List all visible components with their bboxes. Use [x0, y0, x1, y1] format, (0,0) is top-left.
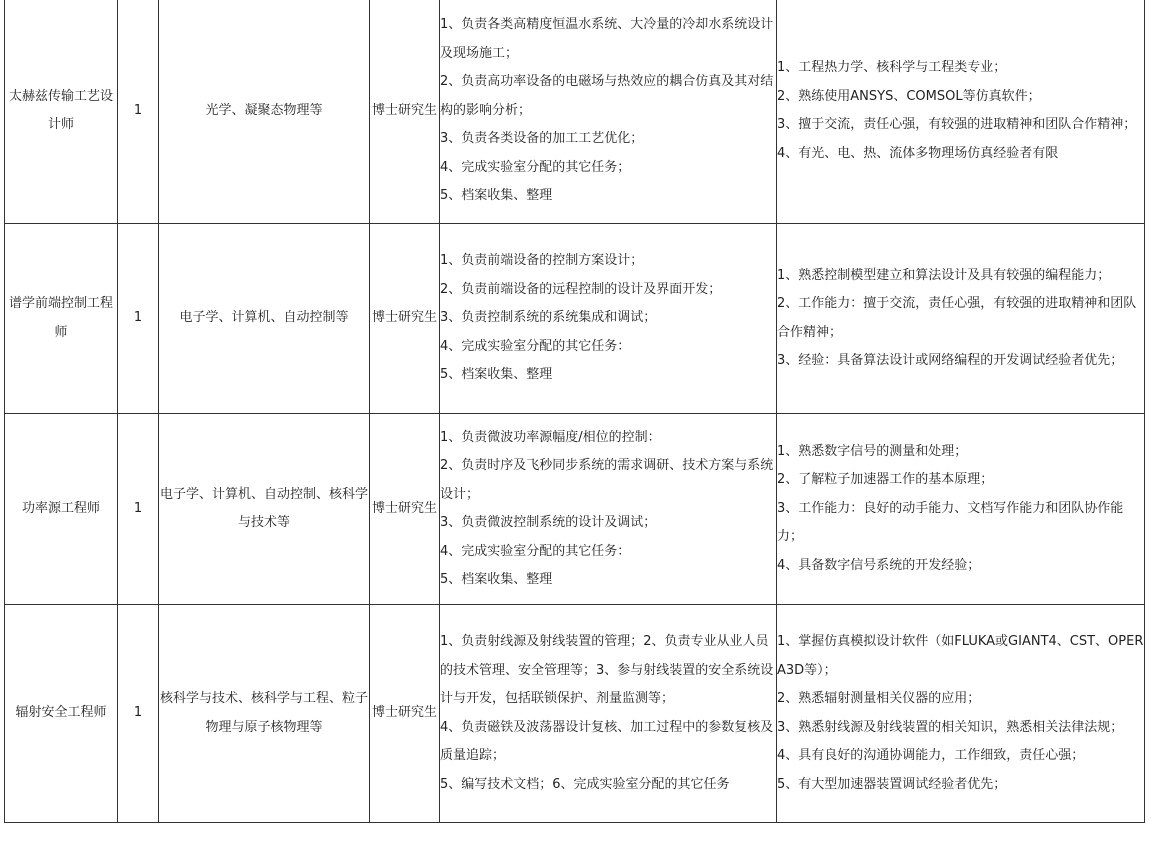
duty-item: 2、负责前端设备的远程控制的设计及界面开发；	[440, 281, 722, 297]
job-title: 辐射安全工程师	[15, 705, 107, 721]
headcount: 1	[133, 705, 143, 721]
major: 核科学与技术、核科学与工程、粒子物理与原子核物理等	[159, 691, 368, 735]
job-table	[4, 0, 1145, 823]
degree-cell	[370, 0, 440, 224]
major-cell	[159, 414, 370, 605]
degree: 博士研究生	[371, 705, 437, 721]
requirements-cell	[777, 224, 1145, 414]
requirements-cell	[777, 0, 1145, 224]
duty-item: 3、负责各类设备的加工工艺优化；	[440, 131, 644, 147]
job-title-cell	[5, 414, 118, 605]
duties-cell	[440, 605, 777, 823]
job-title-cell	[5, 605, 118, 823]
requirement-item: 2、熟练使用ANSYS、COMSOL等仿真软件；	[777, 88, 1041, 104]
duty-item: 5、档案收集、整理	[440, 188, 553, 204]
requirement-item: 3、经验：具备算法设计或网络编程的开发调试经验者优先；	[777, 353, 1124, 368]
requirement-item: 1、工程热力学、核科学与工程类专业；	[777, 60, 1007, 75]
headcount: 1	[133, 102, 143, 118]
requirement-item: 3、熟悉射线源及射线装置的相关知识，熟悉相关法律法规；	[777, 719, 1124, 735]
duties-cell	[440, 224, 777, 414]
duty-item: 5、档案收集、整理	[440, 367, 553, 383]
headcount-cell	[118, 0, 159, 224]
requirement-item: 3、擅于交流，责任心强，有较强的进取精神和团队合作精神；	[777, 117, 1137, 132]
duty-item: 3、负责微波控制系统的设计及调试；	[440, 515, 657, 530]
requirement-item: 1、掌握仿真模拟设计软件（如FLUKA或GIANT4、CST、OPERA3D等）；	[777, 634, 1144, 678]
degree: 博士研究生	[371, 310, 437, 326]
duty-item: 2、负责高功率设备的电磁场与热效应的耦合仿真及其对结构的影响分析；	[440, 74, 774, 118]
requirement-item: 1、熟悉数字信号的测量和处理；	[777, 443, 968, 459]
duties-cell	[440, 0, 777, 224]
duty-item: 1、负责射线源及射线装置的管理；2、负责专业从业人员的技术管理、安全管理等；3、参与射线装置的安全系统设计与开发，包括联锁保护、剂量监测等；	[440, 634, 774, 706]
duty-item: 4、完成实验室分配的其它任务；	[440, 159, 631, 175]
table-row	[5, 605, 1145, 823]
requirement-item: 4、具有良好的沟通协调能力，工作细致，责任心强；	[777, 748, 1085, 763]
requirement-item: 2、工作能力：擅于交流，责任心强，有较强的进取精神和团队合作精神；	[777, 296, 1137, 340]
duty-item: 4、负责磁铁及波荡器设计复核、加工过程中的参数复核及质量追踪；	[440, 719, 774, 763]
duty-item: 5、编写技术文档；6、完成实验室分配的其它任务	[440, 776, 730, 792]
requirement-item: 5、有大型加速器装置调试经验者优先；	[777, 776, 1007, 792]
headcount-cell	[118, 605, 159, 823]
degree-cell	[370, 605, 440, 823]
table-row	[5, 414, 1145, 605]
degree: 博士研究生	[371, 500, 437, 516]
major: 光学、凝聚态物理等	[205, 102, 323, 118]
duty-item: 3、负责控制系统的系统集成和调试；	[440, 310, 657, 326]
major-cell	[159, 0, 370, 224]
major-cell	[159, 605, 370, 823]
job-title: 太赫兹传输工艺设计师	[8, 88, 113, 132]
job-title-cell	[5, 224, 118, 414]
job-title: 功率源工程师	[21, 500, 100, 516]
duty-item: 2、负责时序及飞秒同步系统的需求调研、技术方案与系统设计；	[440, 458, 774, 502]
requirements-cell	[777, 414, 1145, 605]
degree-cell	[370, 224, 440, 414]
requirement-item: 4、具备数字信号系统的开发经验；	[777, 557, 981, 573]
major: 电子学、计算机、自动控制等	[179, 310, 349, 326]
requirement-item: 2、熟悉辐射测量相关仪器的应用；	[777, 691, 981, 706]
requirement-item: 2、了解粒子加速器工作的基本原理；	[777, 472, 994, 488]
table-row	[5, 224, 1145, 414]
duty-item: 1、负责前端设备的控制方案设计；	[440, 253, 644, 269]
degree-cell	[370, 414, 440, 605]
job-title: 谱学前端控制工程师	[8, 296, 113, 340]
duty-item: 4、完成实验室分配的其它任务：	[440, 338, 631, 354]
requirement-item: 1、熟悉控制模型建立和算法设计及具有较强的编程能力；	[777, 267, 1111, 283]
requirement-item: 3、工作能力：良好的动手能力、文档写作能力和团队协作能力；	[777, 500, 1124, 545]
duty-item: 5、档案收集、整理	[440, 572, 553, 587]
headcount-cell	[118, 414, 159, 605]
table-row	[5, 0, 1145, 224]
duty-item: 4、完成实验室分配的其它任务：	[440, 543, 631, 559]
major-cell	[159, 224, 370, 414]
duties-cell	[440, 414, 777, 605]
duty-item: 1、负责各类高精度恒温水系统、大冷量的冷却水系统设计及现场施工；	[440, 17, 774, 61]
headcount: 1	[133, 500, 143, 516]
duty-item: 1、负责微波功率源幅度/相位的控制：	[440, 429, 661, 445]
headcount: 1	[133, 310, 143, 326]
degree: 博士研究生	[371, 102, 437, 118]
job-title-cell	[5, 0, 118, 224]
major: 电子学、计算机、自动控制、核科学与技术等	[159, 486, 368, 530]
requirements-cell	[777, 605, 1145, 823]
headcount-cell	[118, 224, 159, 414]
requirement-item: 4、有光、电、热、流体多物理场仿真经验者有限	[777, 145, 1059, 161]
